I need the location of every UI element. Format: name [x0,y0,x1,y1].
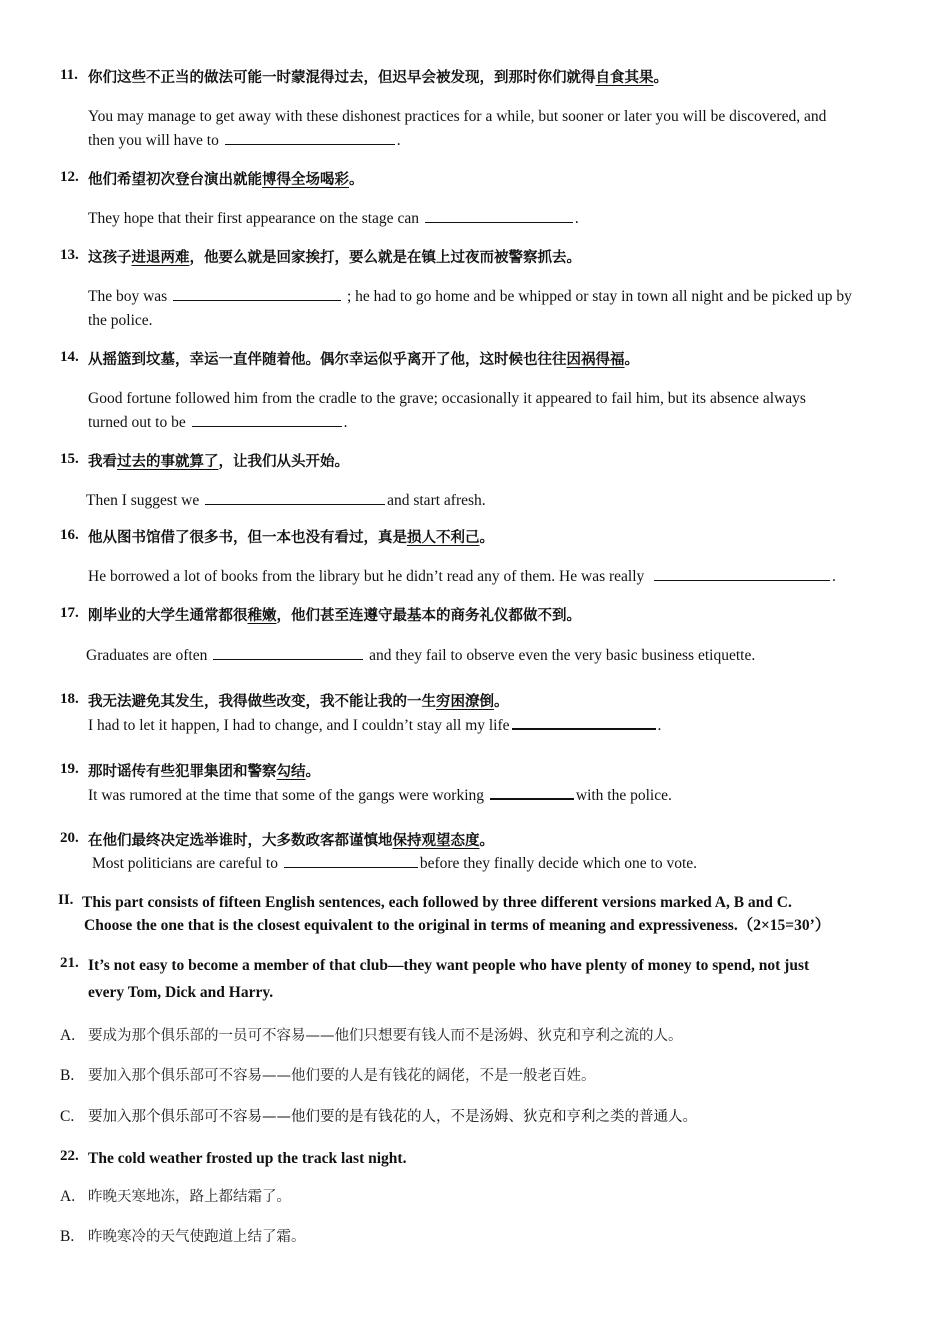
chinese-sentence [88,527,494,549]
chinese-sentence [88,67,668,89]
english-sentence-line [88,208,579,230]
answer-blank[interactable] [284,853,418,868]
english-text: then you will have to [88,132,219,149]
question-number: 18. [60,691,79,707]
answer-blank[interactable] [490,784,574,800]
question-number: 15. [60,451,79,467]
underlined-phrase: 自食其果 [595,70,654,86]
english-sentence-line: the police. [88,312,153,329]
chinese-sentence [88,247,581,269]
chinese-sentence [88,169,364,191]
english-text: and they fail to observe even the very basic business etiquette. [369,647,756,664]
english-text: with the police. [575,787,672,804]
chinese-text: 。 [494,694,509,710]
chinese-sentence [88,349,639,371]
english-text: . [396,132,401,149]
english-text: . [657,717,662,734]
english-sentence-line [88,130,401,152]
chinese-sentence [88,761,320,783]
source-sentence-line: It’s not easy to become a member of that club—they want people who have plenty of money to spend, not just [88,957,810,974]
english-text: before they finally decide which one to vote. [419,855,698,872]
english-sentence-line [92,853,697,875]
chinese-text: 。 [624,352,639,368]
english-sentence-line [88,412,347,434]
question-number: 16. [60,527,79,543]
answer-blank[interactable] [225,130,395,145]
answer-blank[interactable] [512,714,656,730]
chinese-sentence [88,691,509,713]
underlined-phrase: 进退两难 [131,250,190,266]
question-number: 17. [60,605,79,621]
question-number: 14. [60,349,79,365]
answer-blank[interactable] [192,412,342,427]
chinese-text: 。 [653,70,668,86]
chinese-text: 他从图书馆借了很多书，但一本也没有看过，真是 [88,530,407,546]
english-text: and start afresh. [387,492,486,509]
english-text: Then I suggest we [86,492,200,509]
underlined-phrase: 保持观望态度 [392,833,480,849]
chinese-text: 这孩子 [88,250,132,266]
section-instructions-line: This part consists of fifteen English sentences, each followed by three different versions marked A, B and C. [82,894,792,911]
underlined-phrase: 过去的事就算了 [117,454,219,470]
english-sentence-line [88,566,836,588]
chinese-text: 。 [349,172,364,188]
option-label: A. [60,1188,76,1205]
underlined-phrase: 穷困潦倒 [436,694,494,710]
answer-blank[interactable] [173,286,341,301]
english-sentence-line [88,714,661,737]
option-text: 要成为那个俱乐部的一员可不容易——他们只想要有钱人而不是汤姆、狄克和亨利之流的人。 [88,1028,683,1044]
english-sentence-line: You may manage to get away with these dishonest practices for a while, but sooner or later you will be discovered, and [88,108,827,125]
english-text: Graduates are often [86,647,208,664]
question-number: 11. [60,67,78,83]
chinese-text: 。 [479,530,494,546]
english-text: They hope that their first appearance on the stage can [88,210,419,227]
english-text: . [574,210,579,227]
section-instructions-line: Choose the one that is the closest equivalent to the original in terms of meaning and expressiveness.（2×15=30’） [84,917,831,934]
question-number: 20. [60,830,79,846]
underlined-phrase: 稚嫩 [247,608,277,624]
option-text: 要加入那个俱乐部可不容易——他们要的人是有钱花的阔佬，不是一般老百姓。 [88,1068,596,1084]
chinese-text: 那时谣传有些犯罪集团和警察 [88,764,277,780]
question-number: 13. [60,247,79,263]
english-text: I had to let it happen, I had to change, and I couldn’t stay all my life [88,717,510,734]
english-sentence-line [88,286,852,308]
english-text: . [832,568,836,585]
english-text: He borrowed a lot of books from the library but he didn’t read any of them. He was really [88,568,645,585]
english-text: The boy was [88,288,168,305]
english-text: It was rumored at the time that some of the gangs were working [88,787,484,804]
chinese-text: 我无法避免其发生，我得做些改变，我不能让我的一生 [88,694,436,710]
chinese-text: 刚毕业的大学生通常都很 [88,608,248,624]
question-number: 21. [60,955,79,971]
chinese-text: 你们这些不正当的做法可能一时蒙混得过去，但迟早会被发现，到那时你们就得 [88,70,596,86]
option-label: A. [60,1027,76,1044]
question-number: 19. [60,761,79,777]
english-sentence-line: Good fortune followed him from the cradle to the grave; occasionally it appeared to fail him, but its absence always [88,390,806,407]
chinese-text: 。 [479,833,494,849]
chinese-text: 。 [305,764,320,780]
chinese-text: ，他要么就是回家挨打，要么就是在镇上过夜而被警察抓去。 [189,250,581,266]
chinese-text: 在他们最终决定选举谁时，大多数政客都谨慎地 [88,833,393,849]
chinese-text: 我看 [88,454,117,470]
english-text: Most politicians are careful to [92,855,278,872]
underlined-phrase: 因祸得福 [566,352,625,368]
option-label: B. [60,1228,75,1245]
section-number: II. [58,892,74,908]
source-sentence-line: every Tom, Dick and Harry. [88,984,274,1001]
source-sentence-line: The cold weather frosted up the track last night. [88,1150,407,1167]
chinese-text: 他们希望初次登台演出就能 [88,172,262,188]
chinese-text: ，让我们从头开始。 [218,454,349,470]
option-text: 昨晚寒冷的天气使跑道上结了霜。 [88,1229,306,1245]
english-sentence-line [88,784,672,807]
english-sentence-line [86,645,755,667]
option-text: 昨晚天寒地冻，路上都结霜了。 [88,1189,291,1205]
chinese-sentence [88,830,494,852]
option-label: C. [60,1108,75,1125]
english-sentence-line [86,490,486,512]
answer-blank[interactable] [425,208,573,223]
english-text: ; he had to go home and be whipped or stay in town all night and be picked up by [346,288,852,305]
question-number: 22. [60,1148,79,1164]
english-text: turned out to be [88,414,186,431]
chinese-text: 从摇篮到坟墓，幸运一直伴随着他。偶尔幸运似乎离开了他，这时候也往往 [88,352,567,368]
underlined-phrase: 损人不利己 [407,530,480,546]
answer-blank[interactable] [213,645,363,660]
chinese-text: ，他们甚至连遵守最基本的商务礼仪都做不到。 [276,608,581,624]
question-number: 12. [60,169,79,185]
underlined-phrase: 勾结 [276,764,306,780]
answer-blank[interactable] [654,566,830,581]
chinese-sentence [88,451,349,473]
underlined-phrase: 博得全场喝彩 [262,172,349,188]
option-text: 要加入那个俱乐部可不容易——他们要的是有钱花的人，不是汤姆、狄克和亨利之类的普通人。 [88,1109,697,1125]
option-label: B. [60,1067,75,1084]
chinese-sentence [88,605,581,627]
answer-blank[interactable] [205,490,385,505]
english-text: . [343,414,348,431]
